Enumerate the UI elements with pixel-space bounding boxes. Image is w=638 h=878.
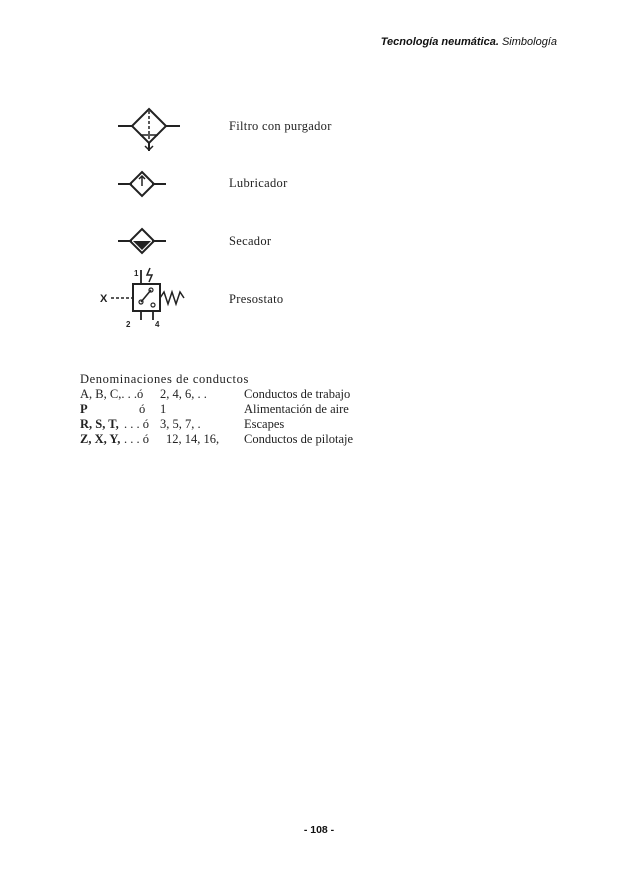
row-numbers: 2, 4, 6, . . (160, 387, 207, 401)
row-separator: . . . ó (124, 417, 149, 431)
symbol-label-filtro: Filtro con purgador (229, 119, 332, 133)
designation-row (80, 402, 349, 417)
port-4-mark: 4 (155, 320, 160, 329)
dryer-icon (118, 227, 168, 257)
row-letters: R, S, T, (80, 417, 119, 431)
designation-row (80, 417, 285, 432)
filter-with-drain-icon (118, 108, 182, 152)
lubricator-icon (118, 170, 168, 200)
row-description: Conductos de trabajo (244, 387, 351, 401)
designation-row (80, 432, 354, 447)
row-numbers: 3, 5, 7, . (160, 417, 201, 431)
row-letters: Z, X, Y, (80, 432, 121, 446)
designation-row (80, 387, 351, 402)
row-separator: ó (139, 402, 146, 416)
row-description: Conductos de pilotaje (244, 432, 354, 446)
row-letters: A, B, C,. . .ó (80, 387, 144, 401)
header-subtitle: Simbología (501, 36, 557, 48)
row-letters: P (80, 402, 88, 416)
symbol-label-secador: Secador (229, 234, 272, 248)
conduct-designations (80, 372, 354, 447)
row-separator: . . . ó (124, 432, 149, 446)
pressure-switch-icon (98, 264, 192, 330)
designations-title: Denominaciones de conductos (80, 372, 249, 386)
port-2-mark: 2 (126, 320, 131, 329)
port-1-mark: 1 (134, 269, 139, 278)
page-number: - 108 - (303, 824, 335, 836)
symbol-label-presostato: Presostato (229, 292, 284, 306)
symbol-label-lubricador: Lubricador (229, 176, 288, 190)
row-numbers: 12, 14, 16, (166, 432, 220, 446)
page-header (381, 36, 557, 48)
header-title: Tecnología neumática. (380, 36, 499, 48)
row-numbers: 1 (160, 402, 167, 416)
row-description: Alimentación de aire (244, 402, 349, 416)
pilot-x-mark: X (100, 293, 108, 305)
row-description: Escapes (244, 417, 285, 431)
